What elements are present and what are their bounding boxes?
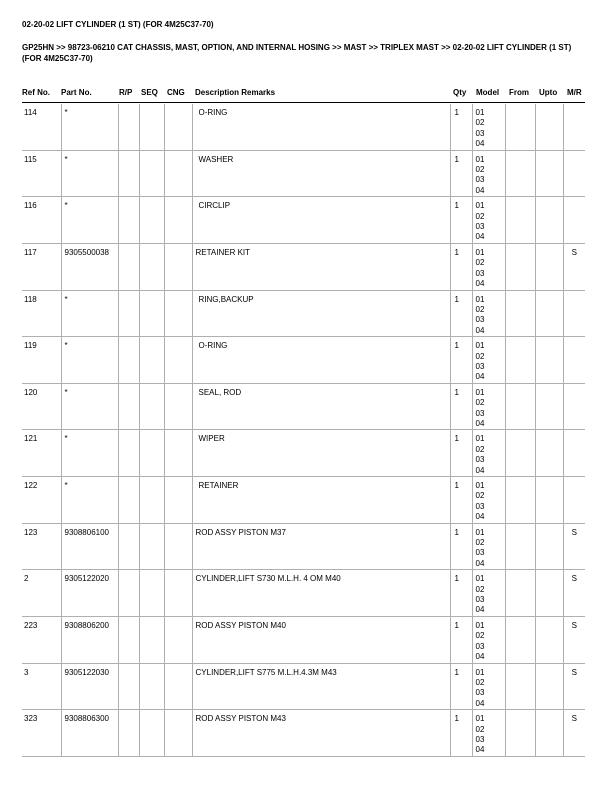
- cell-mr: [563, 290, 585, 337]
- cell-part-no: *: [61, 477, 118, 524]
- cell-seq: [139, 710, 164, 757]
- model-code: 03: [475, 175, 485, 185]
- page-title: 02-20-02 LIFT CYLINDER (1 ST) (FOR 4M25C37-70): [22, 20, 214, 29]
- cell-upto: [535, 477, 563, 524]
- model-code: 02: [475, 165, 485, 175]
- model-code: 02: [475, 258, 485, 268]
- table-row: [22, 104, 585, 150]
- cell-cng: [164, 616, 192, 663]
- cell-rp: [118, 337, 139, 384]
- cell-upto: [535, 616, 563, 663]
- cell-model: [472, 337, 505, 384]
- cell-rp: [118, 616, 139, 663]
- cell-mr: [563, 104, 585, 150]
- model-code: 01: [475, 667, 485, 677]
- cell-upto: [535, 570, 563, 617]
- description-text: ROD ASSY PISTON M37: [195, 527, 286, 537]
- cell-qty: 1: [450, 430, 472, 477]
- cell-from: [505, 337, 535, 384]
- cell-seq: [139, 197, 164, 244]
- description-text: O-RING: [198, 108, 228, 117]
- model-code: 04: [475, 232, 485, 242]
- model-code: 01: [475, 714, 485, 724]
- model-code: 02: [475, 211, 485, 221]
- model-code: 04: [475, 605, 485, 615]
- cell-ref-no: 118: [22, 290, 61, 337]
- cell-rp: [118, 430, 139, 477]
- cell-from: [505, 150, 535, 197]
- cell-seq: [139, 383, 164, 430]
- model-code: 04: [475, 139, 485, 149]
- cell-seq: [139, 290, 164, 337]
- cell-part-no: *: [61, 383, 118, 430]
- cell-qty: 1: [450, 337, 472, 384]
- model-code: 03: [475, 222, 485, 232]
- model-code: 01: [475, 341, 485, 351]
- cell-from: [505, 290, 535, 337]
- cell-description: [192, 663, 450, 710]
- description-text: WIPER: [198, 434, 225, 444]
- cell-upto: [535, 337, 563, 384]
- model-code: 03: [475, 268, 485, 278]
- table-row: [22, 710, 585, 757]
- model-code: 03: [475, 455, 485, 465]
- column-header-cng: CNG: [167, 88, 185, 97]
- model-code: 04: [475, 418, 485, 428]
- model-code: 02: [475, 118, 485, 128]
- description-text: RETAINER: [198, 481, 239, 490]
- cell-description: [192, 243, 450, 290]
- cell-mr: S: [563, 663, 585, 710]
- model-code: 02: [475, 584, 485, 594]
- cell-cng: [164, 523, 192, 570]
- cell-qty: 1: [450, 150, 472, 197]
- cell-from: [505, 104, 535, 150]
- cell-mr: [563, 197, 585, 244]
- cell-from: [505, 663, 535, 710]
- cell-ref-no: 121: [22, 430, 61, 477]
- cell-description: [192, 710, 450, 757]
- cell-upto: [535, 243, 563, 290]
- model-code: 01: [475, 527, 485, 537]
- description-text: SEAL, ROD: [198, 387, 242, 397]
- cell-seq: [139, 570, 164, 617]
- cell-cng: [164, 477, 192, 524]
- table-row: [22, 570, 585, 617]
- cell-qty: 1: [450, 477, 472, 524]
- model-code: 04: [475, 652, 485, 662]
- model-code: 02: [475, 398, 485, 408]
- model-code: 01: [475, 481, 485, 490]
- cell-rp: [118, 383, 139, 430]
- cell-model: [472, 104, 505, 150]
- cell-upto: [535, 430, 563, 477]
- model-code: 02: [475, 444, 485, 454]
- model-code: 03: [475, 734, 485, 744]
- model-code: 02: [475, 538, 485, 548]
- cell-cng: [164, 383, 192, 430]
- breadcrumb: GP25HN >> 98723-06210 CAT CHASSIS, MAST, OPTION, AND INTERNAL HOSING >> MAST >> TRIPLEX MAST >> 02-20-02 LIFT CYLINDER (1 ST) (FOR 4M25C37-70): [22, 43, 572, 63]
- column-header-seq: SEQ: [141, 88, 158, 97]
- cell-cng: [164, 104, 192, 150]
- description-text: ROD ASSY PISTON M43: [195, 714, 286, 724]
- column-header-model: Model: [476, 88, 500, 97]
- table-row: [22, 477, 585, 524]
- cell-mr: [563, 430, 585, 477]
- cell-ref-no: 323: [22, 710, 61, 757]
- column-header-qty: Qty: [453, 88, 467, 97]
- cell-from: [505, 197, 535, 244]
- cell-cng: [164, 243, 192, 290]
- cell-mr: [563, 337, 585, 384]
- cell-ref-no: 120: [22, 383, 61, 430]
- cell-description: [192, 337, 450, 384]
- cell-ref-no: 115: [22, 150, 61, 197]
- cell-cng: [164, 290, 192, 337]
- cell-part-no: *: [61, 430, 118, 477]
- cell-model: [472, 290, 505, 337]
- cell-model: [472, 616, 505, 663]
- model-code: 03: [475, 315, 485, 325]
- cell-model: [472, 243, 505, 290]
- cell-description: [192, 570, 450, 617]
- description-text: WASHER: [198, 154, 234, 164]
- cell-from: [505, 570, 535, 617]
- cell-seq: [139, 663, 164, 710]
- cell-description: [192, 523, 450, 570]
- cell-qty: 1: [450, 710, 472, 757]
- cell-qty: 1: [450, 104, 472, 150]
- cell-upto: [535, 290, 563, 337]
- model-code: 04: [475, 325, 485, 335]
- cell-part-no: 9308806100: [61, 523, 118, 570]
- cell-qty: 1: [450, 616, 472, 663]
- cell-mr: S: [563, 570, 585, 617]
- table-row: [22, 383, 585, 430]
- model-code: 04: [475, 745, 485, 755]
- cell-ref-no: 117: [22, 243, 61, 290]
- cell-cng: [164, 710, 192, 757]
- cell-seq: [139, 477, 164, 524]
- cell-from: [505, 616, 535, 663]
- parts-table: [22, 104, 585, 757]
- cell-rp: [118, 663, 139, 710]
- cell-seq: [139, 104, 164, 150]
- cell-ref-no: 116: [22, 197, 61, 244]
- cell-from: [505, 430, 535, 477]
- cell-from: [505, 477, 535, 524]
- table-row: [22, 150, 585, 197]
- cell-ref-no: 3: [22, 663, 61, 710]
- cell-description: [192, 430, 450, 477]
- model-code: 03: [475, 408, 485, 418]
- column-header-desc: Description Remarks: [195, 88, 276, 97]
- description-text: CIRCLIP: [198, 201, 231, 211]
- cell-part-no: *: [61, 104, 118, 150]
- cell-mr: [563, 477, 585, 524]
- cell-upto: [535, 383, 563, 430]
- model-code: 03: [475, 641, 485, 651]
- cell-description: [192, 197, 450, 244]
- cell-mr: S: [563, 710, 585, 757]
- description-text: ROD ASSY PISTON M40: [195, 620, 286, 630]
- cell-ref-no: 123: [22, 523, 61, 570]
- cell-qty: 1: [450, 383, 472, 430]
- table-row: [22, 663, 585, 710]
- cell-model: [472, 523, 505, 570]
- cell-qty: 1: [450, 570, 472, 617]
- model-code: 03: [475, 548, 485, 558]
- header-divider: [22, 102, 585, 103]
- cell-from: [505, 710, 535, 757]
- cell-part-no: 9305500038: [61, 243, 118, 290]
- cell-mr: S: [563, 523, 585, 570]
- description-text: CYLINDER,LIFT S730 M.L.H. 4 OM M40: [195, 574, 341, 584]
- model-code: 02: [475, 677, 485, 687]
- model-code: 04: [475, 465, 485, 475]
- cell-qty: 1: [450, 523, 472, 570]
- cell-part-no: 9308806200: [61, 616, 118, 663]
- column-header-part: Part No.: [61, 88, 92, 97]
- model-code: 03: [475, 361, 485, 371]
- model-code: 01: [475, 620, 485, 630]
- cell-ref-no: 223: [22, 616, 61, 663]
- description-text: CYLINDER,LIFT S775 M.L.H.4.3M M43: [195, 667, 337, 677]
- cell-description: [192, 104, 450, 150]
- cell-ref-no: 119: [22, 337, 61, 384]
- cell-cng: [164, 663, 192, 710]
- cell-mr: S: [563, 243, 585, 290]
- description-text: O-RING: [198, 341, 228, 351]
- cell-model: [472, 430, 505, 477]
- cell-cng: [164, 430, 192, 477]
- cell-rp: [118, 710, 139, 757]
- table-row: [22, 243, 585, 290]
- cell-description: [192, 616, 450, 663]
- cell-rp: [118, 477, 139, 524]
- model-code: 04: [475, 512, 485, 522]
- model-code: 04: [475, 372, 485, 382]
- cell-qty: 1: [450, 663, 472, 710]
- column-header-upto: Upto: [539, 88, 558, 97]
- cell-seq: [139, 337, 164, 384]
- cell-rp: [118, 197, 139, 244]
- cell-qty: 1: [450, 243, 472, 290]
- cell-rp: [118, 523, 139, 570]
- description-text: RETAINER KIT: [195, 247, 251, 257]
- cell-description: [192, 150, 450, 197]
- model-code: 02: [475, 631, 485, 641]
- cell-mr: [563, 383, 585, 430]
- cell-model: [472, 477, 505, 524]
- cell-qty: 1: [450, 290, 472, 337]
- model-code: 02: [475, 351, 485, 361]
- cell-cng: [164, 150, 192, 197]
- cell-upto: [535, 710, 563, 757]
- cell-description: [192, 477, 450, 524]
- table-row: [22, 430, 585, 477]
- cell-part-no: *: [61, 150, 118, 197]
- cell-rp: [118, 104, 139, 150]
- cell-rp: [118, 290, 139, 337]
- cell-upto: [535, 197, 563, 244]
- cell-seq: [139, 523, 164, 570]
- cell-part-no: *: [61, 197, 118, 244]
- cell-cng: [164, 570, 192, 617]
- cell-description: [192, 383, 450, 430]
- model-code: 04: [475, 558, 485, 568]
- cell-ref-no: 2: [22, 570, 61, 617]
- table-row: [22, 616, 585, 663]
- cell-cng: [164, 337, 192, 384]
- cell-upto: [535, 663, 563, 710]
- cell-rp: [118, 243, 139, 290]
- cell-qty: 1: [450, 197, 472, 244]
- cell-model: [472, 570, 505, 617]
- model-code: 01: [475, 154, 485, 164]
- cell-description: [192, 290, 450, 337]
- column-header-mr: M/R: [567, 88, 582, 97]
- cell-part-no: 9305122020: [61, 570, 118, 617]
- cell-model: [472, 383, 505, 430]
- cell-part-no: *: [61, 337, 118, 384]
- cell-upto: [535, 523, 563, 570]
- cell-model: [472, 710, 505, 757]
- model-code: 01: [475, 201, 485, 211]
- model-code: 04: [475, 185, 485, 195]
- model-code: 04: [475, 279, 485, 289]
- cell-upto: [535, 104, 563, 150]
- cell-rp: [118, 150, 139, 197]
- model-code: 01: [475, 294, 485, 304]
- model-code: 01: [475, 387, 485, 397]
- cell-seq: [139, 243, 164, 290]
- cell-part-no: *: [61, 290, 118, 337]
- cell-from: [505, 523, 535, 570]
- description-text: RING,BACKUP: [198, 294, 254, 304]
- cell-model: [472, 150, 505, 197]
- column-header-from: From: [509, 88, 529, 97]
- cell-from: [505, 383, 535, 430]
- table-row: [22, 197, 585, 244]
- model-code: 03: [475, 501, 485, 511]
- cell-model: [472, 663, 505, 710]
- model-code: 02: [475, 724, 485, 734]
- cell-seq: [139, 150, 164, 197]
- cell-part-no: 9305122030: [61, 663, 118, 710]
- table-row: [22, 337, 585, 384]
- model-code: 01: [475, 247, 485, 257]
- column-header-rp: R/P: [119, 88, 133, 97]
- cell-upto: [535, 150, 563, 197]
- cell-seq: [139, 616, 164, 663]
- cell-mr: [563, 150, 585, 197]
- cell-ref-no: 114: [22, 104, 61, 150]
- model-code: 03: [475, 595, 485, 605]
- cell-ref-no: 122: [22, 477, 61, 524]
- cell-cng: [164, 197, 192, 244]
- column-header-ref: Ref No.: [22, 88, 50, 97]
- model-code: 02: [475, 304, 485, 314]
- model-code: 04: [475, 698, 485, 708]
- model-code: 02: [475, 491, 485, 501]
- model-code: 01: [475, 108, 485, 117]
- cell-rp: [118, 570, 139, 617]
- cell-seq: [139, 430, 164, 477]
- cell-from: [505, 243, 535, 290]
- cell-mr: S: [563, 616, 585, 663]
- cell-model: [472, 197, 505, 244]
- model-code: 03: [475, 128, 485, 138]
- cell-part-no: 9308806300: [61, 710, 118, 757]
- table-row: [22, 523, 585, 570]
- table-row: [22, 290, 585, 337]
- model-code: 03: [475, 688, 485, 698]
- model-code: 01: [475, 434, 485, 444]
- model-code: 01: [475, 574, 485, 584]
